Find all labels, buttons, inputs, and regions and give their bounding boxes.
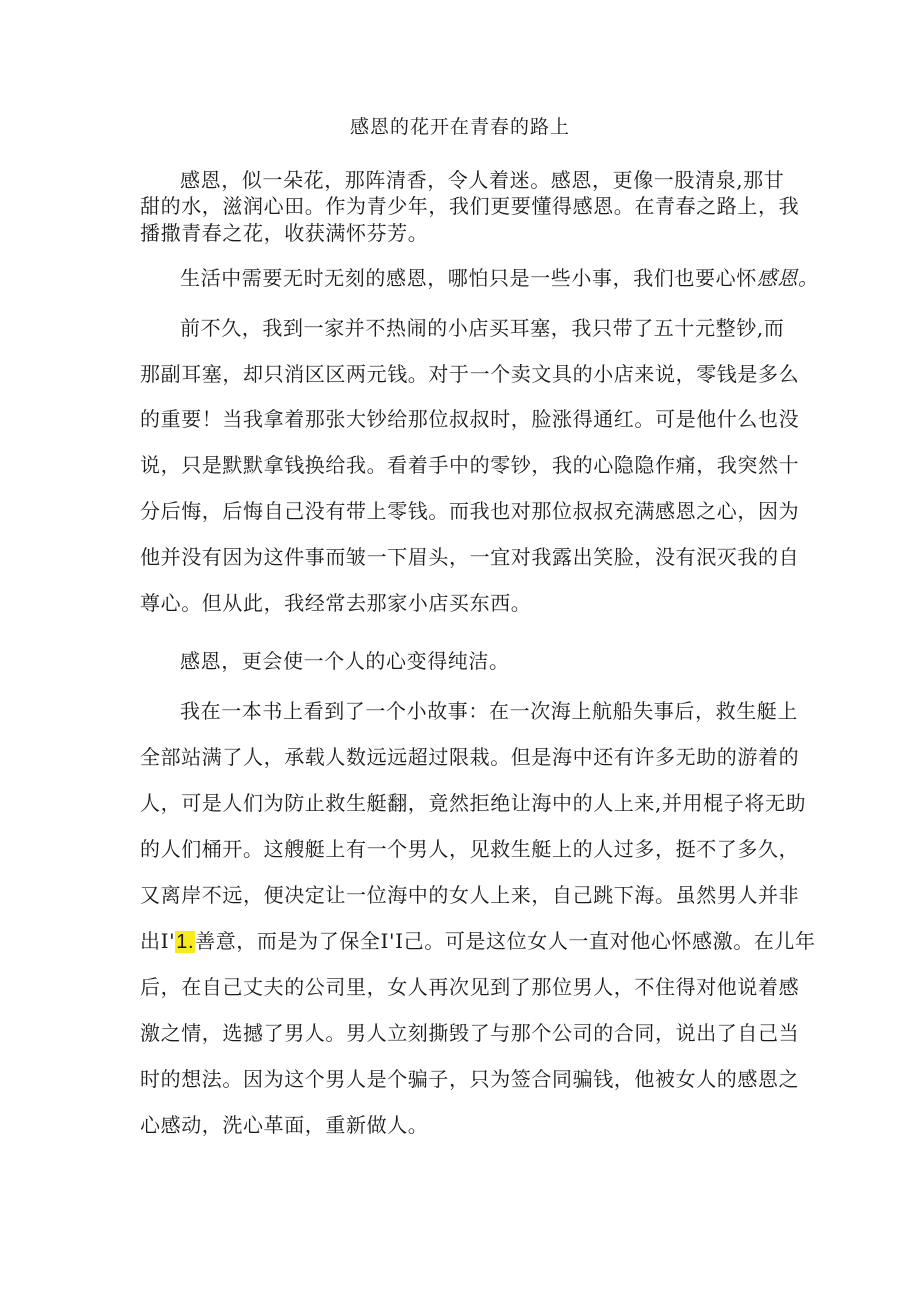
text-line: 激之情，选撼了男人。男人立刻撕毁了与那个公司的合同，说出了自己当 — [140, 1021, 800, 1045]
text-segment: 出 — [140, 929, 161, 953]
text-line: 的重要！当我拿着那张大钞给那位叔叔时，脸涨得通红。可是他什么也没 — [140, 407, 800, 431]
text-line: 人，可是人们为防止救生艇翻，竟然拒绝让海中的人上来,并用棍子将无助 — [140, 791, 807, 815]
ocr-artifact: I' — [160, 929, 176, 953]
text-segment: 生活中需要无时无刻的感恩，哪怕只是一些小事，我们也要心怀 — [180, 266, 757, 290]
text-line: 甜的水，滋润心田。作为青少年，我们更要懂得感恩。在青春之路上，我 — [140, 194, 800, 218]
document-title: 感恩的花开在青春的路上 — [349, 116, 570, 138]
text-line: 全部站满了人，承载人数远远超过限栽。但是海中还有许多无助的游着的 — [140, 745, 800, 769]
ocr-artifact: I'I — [380, 929, 404, 953]
highlighted-marker: 1. — [176, 931, 195, 953]
text-line: 心感动，洗心革面，重新做人。 — [140, 1113, 429, 1137]
text-line — [180, 262, 819, 291]
text-line: 分后悔，后悔自己没有带上零钱。而我也对那位叔叔充满感恩之心，因为 — [140, 499, 800, 523]
text-line: 那副耳塞，却只消区区两元钱。对于一个卖文具的小店来说，零钱是多么 — [140, 362, 800, 386]
text-line: 说，只是默默拿钱换给我。看着手中的零钞，我的心隐隐作痛，我突然十 — [140, 453, 800, 477]
text-segment: 己。可是这位女人一直对他心怀感激。在儿年 — [403, 929, 816, 953]
text-line — [140, 925, 816, 954]
text-line: 感恩，更会使一个人的心变得纯洁。 — [180, 649, 510, 673]
text-line: 前不久，我到一家并不热闹的小店买耳塞，我只带了五十元整钞,而 — [180, 316, 785, 340]
text-line: 他并没有因为这件事而皱一下眉头，一宜对我露出笑脸，没有泯灭我的自 — [140, 545, 800, 569]
text-line: 尊心。但从此，我经常去那家小店买东西。 — [140, 591, 532, 615]
text-line: 的人们桶开。这艘艇上有一个男人，见救生艇上的人过多，挺不了多久， — [140, 837, 800, 861]
text-line: 我在一本书上看到了一个小故事：在一次海上航船失事后，救生艇上 — [180, 699, 798, 723]
italic-text: 感恩。 — [756, 266, 819, 290]
text-line: 时的想法。因为这个男人是个骗子，只为签合同骗钱，他被女人的感恩之 — [140, 1067, 800, 1091]
text-line: 感恩，似一朵花，那阵清香，令人着迷。感恩，更像一股清泉,那甘 — [180, 168, 785, 192]
text-line: 又离岸不远，便决定让一位海中的女人上来，自己跳下海。虽然男人并非 — [140, 883, 800, 907]
text-segment: 善意，而是为了保全 — [195, 929, 381, 953]
text-line: 播撒青春之花，收获满怀芬芳。 — [140, 221, 429, 245]
text-line: 后，在自己丈夫的公司里，女人再次见到了那位男人，不住得对他说着感 — [140, 975, 800, 999]
